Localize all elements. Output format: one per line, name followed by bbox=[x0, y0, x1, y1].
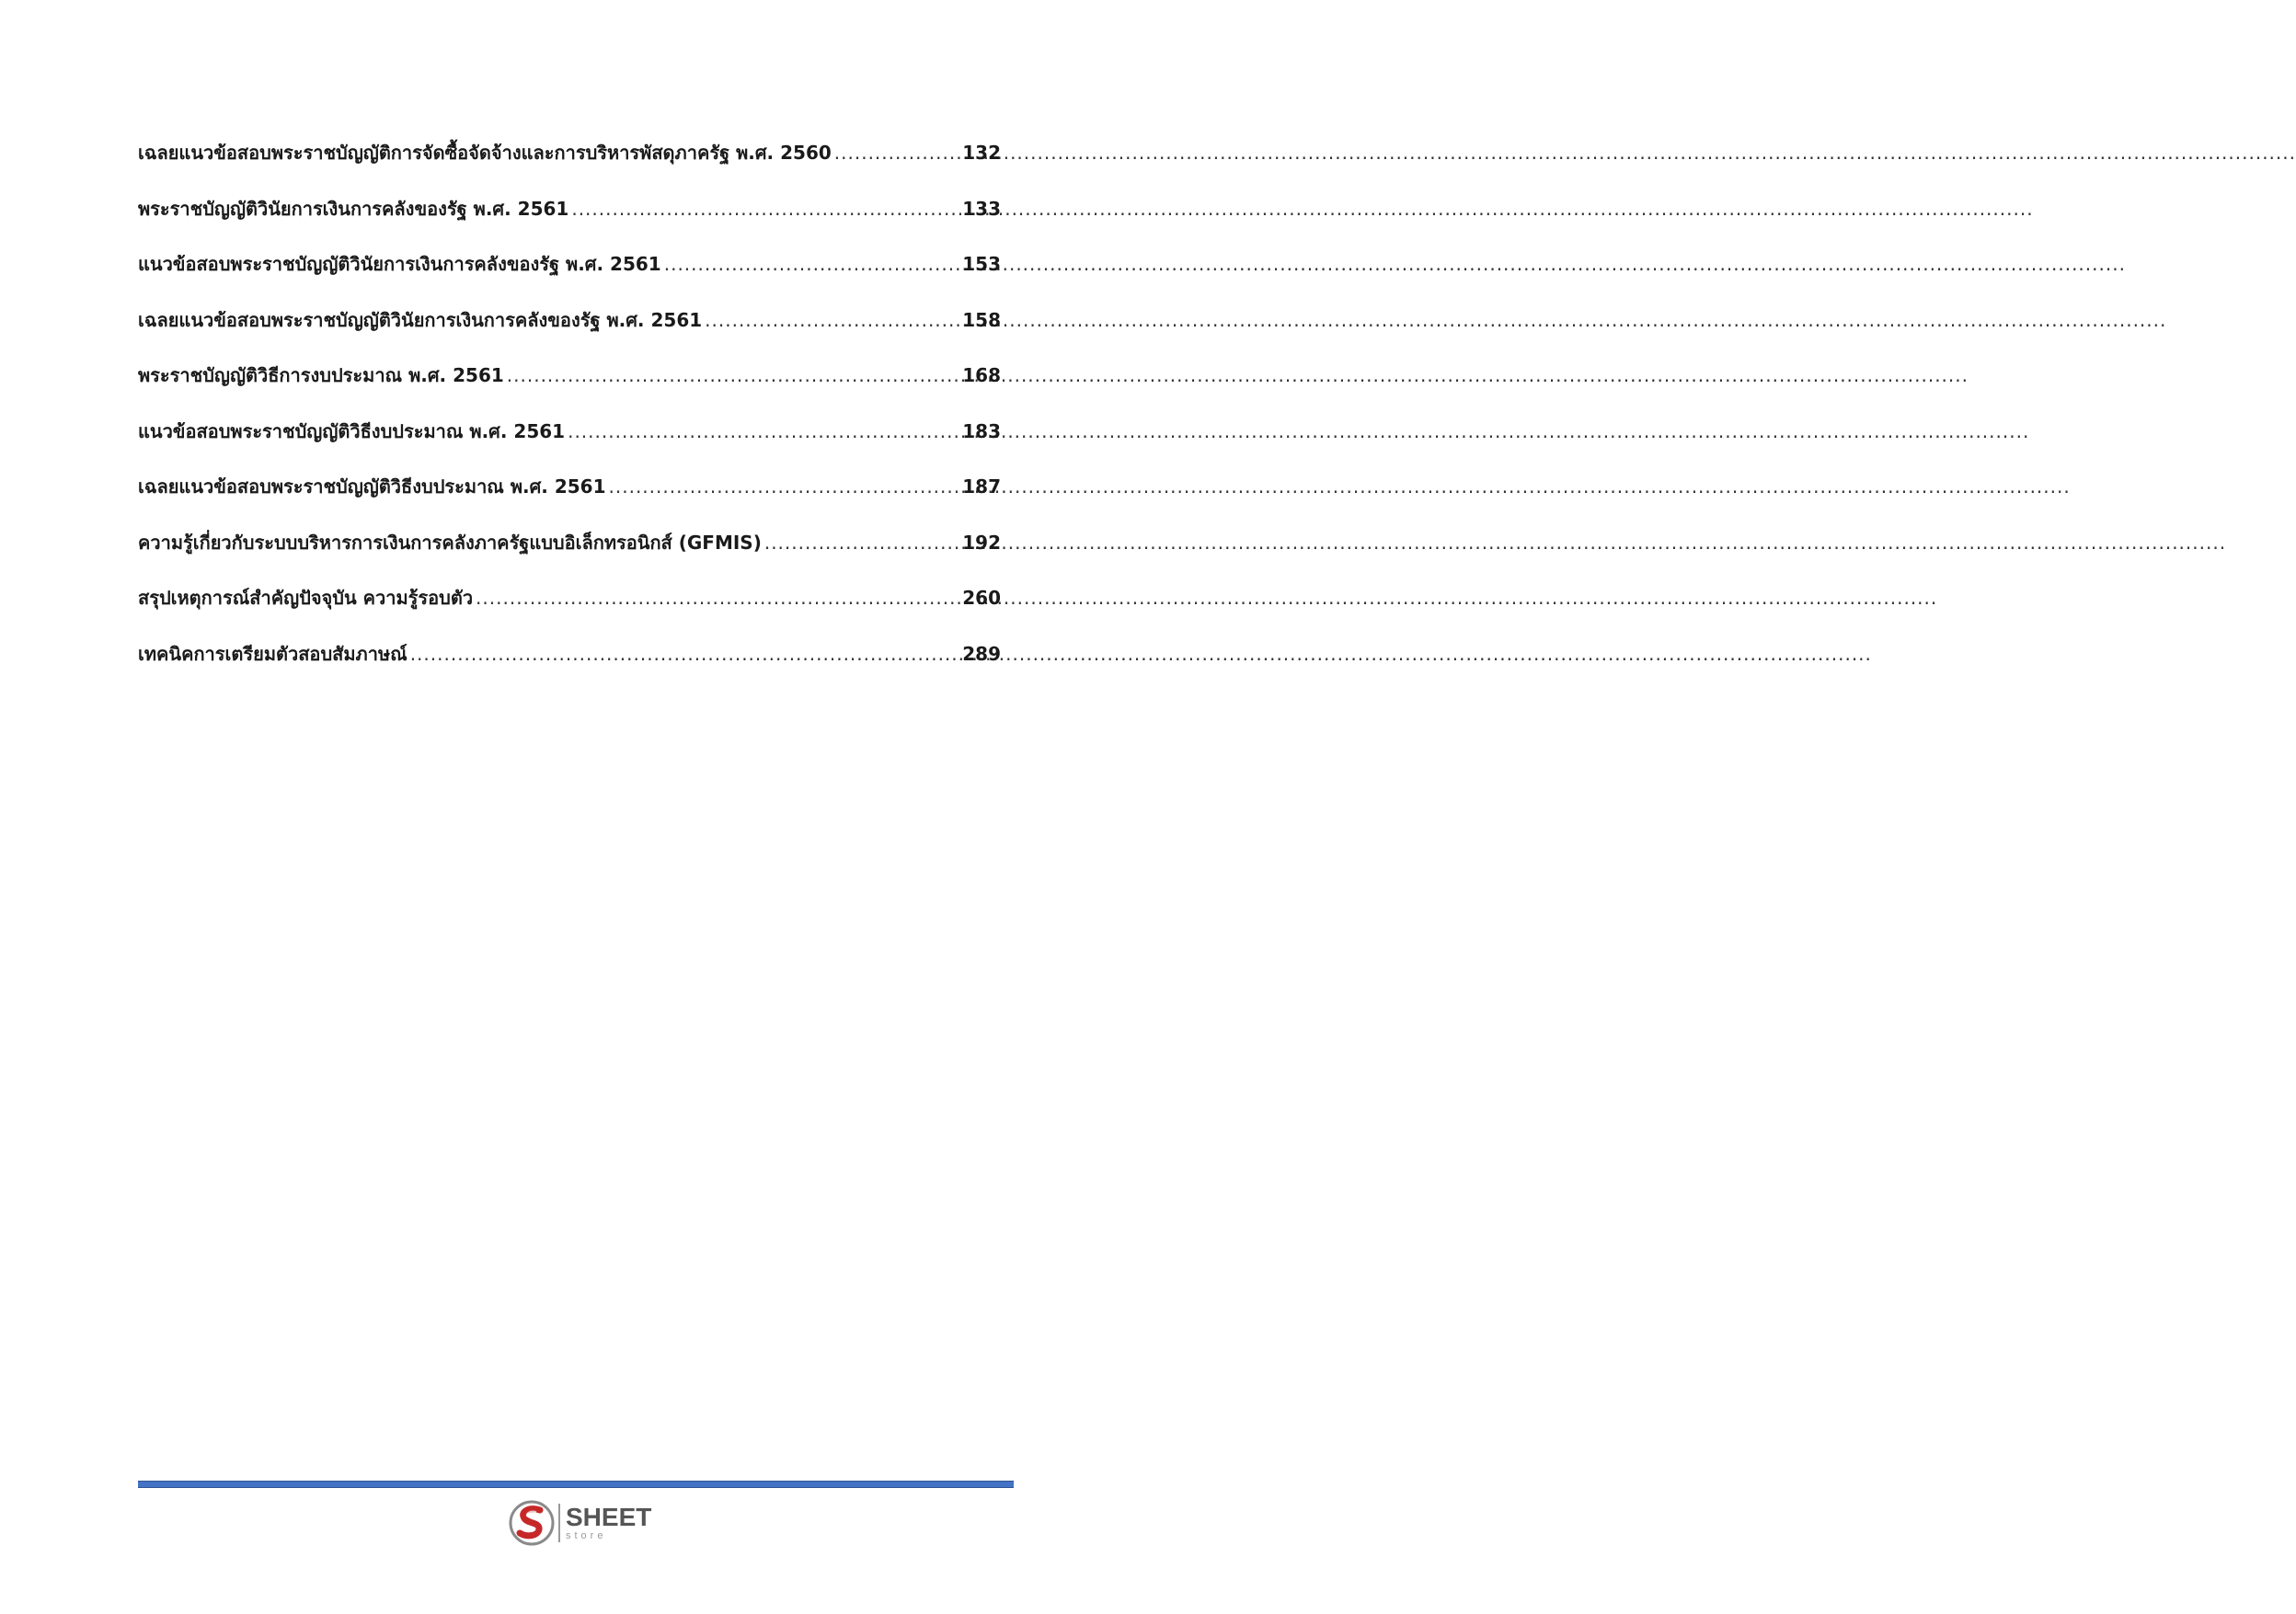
toc-entry[interactable] bbox=[138, 305, 1001, 361]
toc-entry-page: 192 bbox=[962, 531, 1001, 554]
toc-dot-leader bbox=[664, 253, 960, 275]
toc-entry[interactable] bbox=[138, 472, 1001, 528]
toc-entry[interactable] bbox=[138, 138, 1001, 194]
logo-word: SHEET bbox=[566, 1503, 652, 1531]
toc-entry-page: 153 bbox=[962, 253, 1001, 275]
toc-entry-page: 158 bbox=[962, 308, 1001, 331]
toc-entry[interactable] bbox=[138, 583, 1001, 639]
toc-entry-title: เฉลยแนวข้อสอบพระราชบัญญัติการจัดซื้อจัดจ้างและการบริหารพัสดุภาครัฐ พ.ศ. 2560 bbox=[138, 142, 832, 164]
toc-entry[interactable] bbox=[138, 194, 1001, 250]
toc-entry-page: 260 bbox=[962, 587, 1001, 609]
toc-dot-leader bbox=[609, 475, 960, 498]
table-of-contents bbox=[138, 138, 1001, 694]
toc-dot-leader bbox=[410, 643, 960, 665]
toc-entry-page: 168 bbox=[962, 364, 1001, 386]
toc-entry-title: พระราชบัญญัติวิธีการงบประมาณ พ.ศ. 2561 bbox=[138, 364, 504, 386]
toc-dot-leader bbox=[764, 532, 959, 554]
toc-entry[interactable] bbox=[138, 528, 1001, 584]
toc-entry-page: 187 bbox=[962, 475, 1001, 498]
toc-entry-title: เทคนิคการเตรียมตัวสอบสัมภาษณ์ bbox=[138, 642, 408, 665]
toc-entry-page: 183 bbox=[962, 419, 1001, 442]
logo-text bbox=[566, 1505, 651, 1541]
toc-entry-title: เฉลยแนวข้อสอบพระราชบัญญัติวินัยการเงินการคลังของรัฐ พ.ศ. 2561 bbox=[138, 308, 703, 331]
toc-entry[interactable] bbox=[138, 361, 1001, 417]
toc-entry-title: ความรู้เกี่ยวกับระบบบริหารการเงินการคลังภาครัฐแบบอิเล็กทรอนิกส์ (GFMIS) bbox=[138, 531, 762, 554]
toc-entry-title: แนวข้อสอบพระราชบัญญัติวิธีงบประมาณ พ.ศ. 2561 bbox=[138, 419, 566, 442]
toc-dot-leader bbox=[834, 142, 959, 164]
toc-dot-leader bbox=[571, 198, 959, 220]
sheet-store-s-icon bbox=[509, 1499, 555, 1547]
footer-divider bbox=[138, 1481, 1014, 1488]
toc-entry-title: แนวข้อสอบพระราชบัญญัติวินัยการเงินการคลังของรัฐ พ.ศ. 2561 bbox=[138, 253, 661, 275]
toc-dot-leader bbox=[568, 420, 959, 442]
toc-entry[interactable] bbox=[138, 639, 1001, 695]
toc-entry-page: 289 bbox=[962, 642, 1001, 665]
logo-subword: store bbox=[566, 1530, 607, 1541]
sheet-store-logo bbox=[509, 1499, 651, 1547]
toc-dot-leader bbox=[507, 364, 959, 386]
toc-entry-page: 132 bbox=[962, 142, 1001, 164]
toc-entry[interactable] bbox=[138, 417, 1001, 473]
toc-entry-title: พระราชบัญญัติวินัยการเงินการคลังของรัฐ พ.ศ. 2561 bbox=[138, 197, 569, 220]
toc-dot-leader bbox=[476, 587, 959, 609]
toc-dot-leader bbox=[705, 309, 959, 331]
toc-entry-page: 133 bbox=[962, 197, 1001, 220]
toc-entry-title: เฉลยแนวข้อสอบพระราชบัญญัติวิธีงบประมาณ พ.ศ. 2561 bbox=[138, 475, 606, 498]
toc-entry-title: สรุปเหตุการณ์สำคัญปัจจุบัน ความรู้รอบตัว bbox=[138, 587, 474, 609]
logo-divider bbox=[558, 1504, 560, 1542]
toc-entry[interactable] bbox=[138, 249, 1001, 305]
